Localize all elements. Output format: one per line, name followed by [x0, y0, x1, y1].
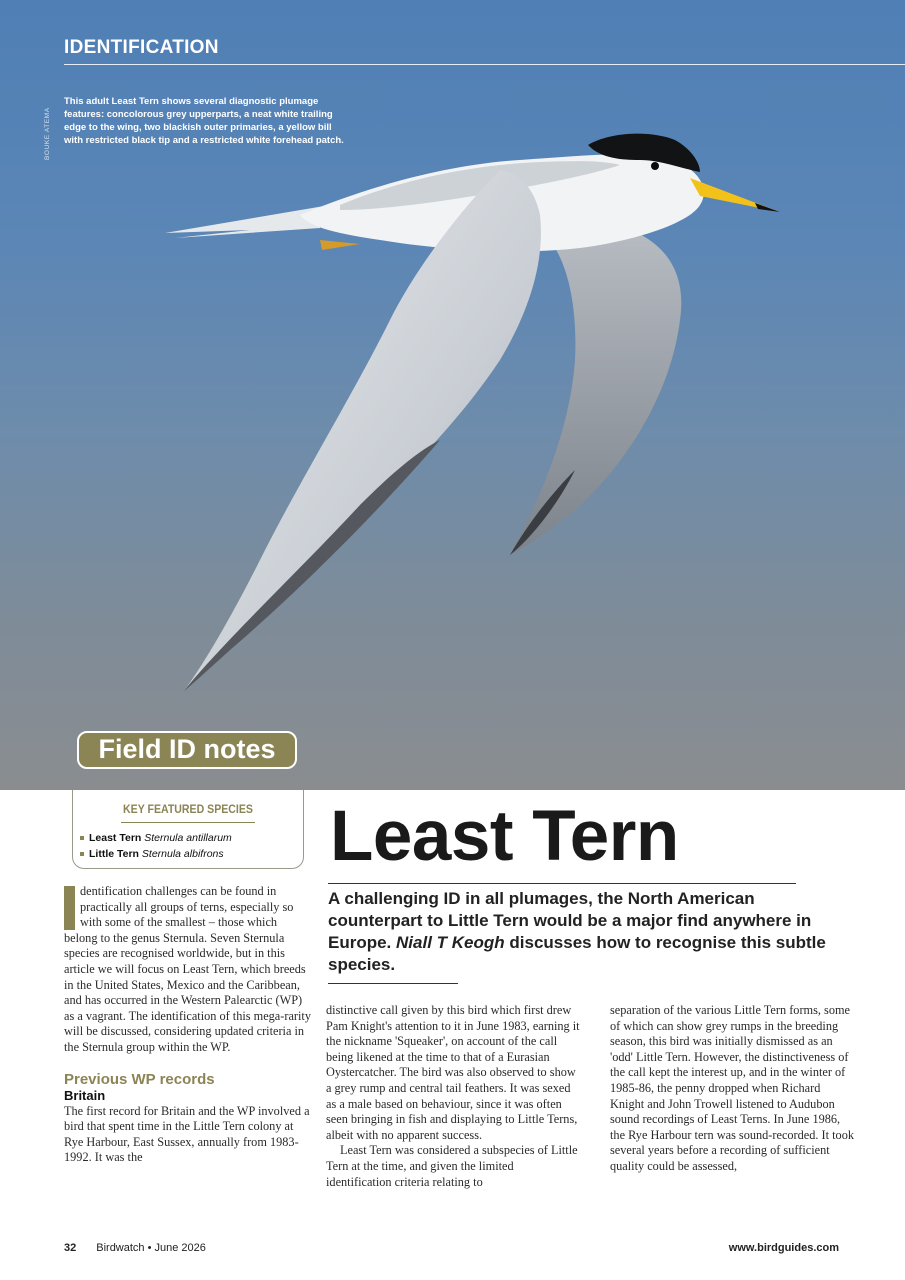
standfirst [328, 888, 848, 976]
subheading: Previous WP records [64, 1070, 215, 1088]
article-headline: Least Tern [330, 797, 679, 876]
publication-info: Birdwatch • June 2026 [96, 1242, 206, 1254]
standfirst-text: A challenging ID in all plumages, the North American counterpart to Little Tern would be a major find anywhere in Europe. [328, 889, 812, 952]
field-id-notes-badge: Field ID notes [77, 731, 297, 769]
photo-credit: BOUKE ATEMA [44, 107, 51, 160]
body-paragraph: Least Tern was considered a subspecies of Little Tern at the time, and given the limited identification criteria relating to [326, 1143, 578, 1189]
species-scientific-name: Sternula antillarum [144, 832, 232, 844]
body-column-2 [326, 1003, 580, 1190]
intro-text: dentification challenges can be found in practically all groups of terns, especially so with some of the smallest – those which belong to the genus Sternula. Seven Sternula species are recognised worldwide, but in this article we will focus on Least Tern, which breeds in the United States, Mexico and the Caribbean, and has occurred in the Western Palearctic (WP) as a vagrant. The identification of this mega-rarity will be discussed, considering updated criteria in the Sternula group within the WP. [64, 884, 311, 1054]
key-species-item [80, 848, 224, 860]
bullet-icon [80, 836, 84, 840]
footer-left [64, 1242, 206, 1254]
body-column-1 [64, 884, 312, 1166]
body-column-3 [610, 1003, 854, 1175]
body-paragraph: The first record for Britain and the WP involved a bird that spent time in the Little Tern colony at Rye Harbour, East Sussex, annually from 1983-1992. It was the [64, 1103, 310, 1165]
key-species-divider [121, 822, 255, 823]
key-species-box [72, 790, 304, 869]
body-paragraph: distinctive call given by this bird which first drew Pam Knight's attention to it in June 1983, earning it the nickname 'Squeaker', on account of the call being likened at the time to that of a Eurasian Oystercatcher. The bird was also observed to show a grey rump and central tail feathers. It was sexed as a male based on behaviour, since it was often seen bringing in fish and displaying to Little Terns, albeit with no apparent success. [326, 1003, 580, 1142]
species-common-name: Least Tern [89, 832, 142, 844]
intro-paragraph [64, 884, 312, 1056]
key-species-item [80, 832, 232, 844]
species-common-name: Little Tern [89, 848, 139, 860]
sub-subheading: Britain [64, 1087, 106, 1103]
body-paragraph: separation of the various Little Tern forms, some of which can show grey rumps in the breeding season, this bird was initially dismissed as an 'odd' Little Tern. However, the distinctiveness of the call kept the interest up, and in the winter of 1985-86, the penny dropped when Richard Knight and John Trowell listened to Audubon sound recordings of Least Terns. In June 1986, the Rye Harbour tern was sound-recorded. It took several years before a recording of sufficient quality could be assessed, [610, 1003, 855, 1173]
bullet-icon [80, 852, 84, 856]
standfirst-rule [328, 983, 458, 984]
drop-cap [64, 886, 75, 930]
page-number: 32 [64, 1242, 77, 1254]
section-divider [64, 64, 905, 65]
website-link[interactable]: www.birdguides.com [728, 1242, 839, 1254]
species-scientific-name: Sternula albifrons [141, 848, 224, 860]
standfirst-end: discusses how to recognise this subtle species. [328, 933, 826, 974]
author-name: Niall T Keogh [396, 933, 505, 952]
photo-caption: This adult Least Tern shows several diagnostic plumage features: concolorous grey upperparts, a neat white trailing edge to the wing, two blackish outer primaries, a yellow bill with restricted black tip and a restricted white forehead patch. [64, 96, 344, 146]
key-species-title: KEY FEATURED SPECIES [123, 802, 253, 816]
section-title: IDENTIFICATION [64, 37, 219, 58]
headline-rule [328, 883, 796, 884]
